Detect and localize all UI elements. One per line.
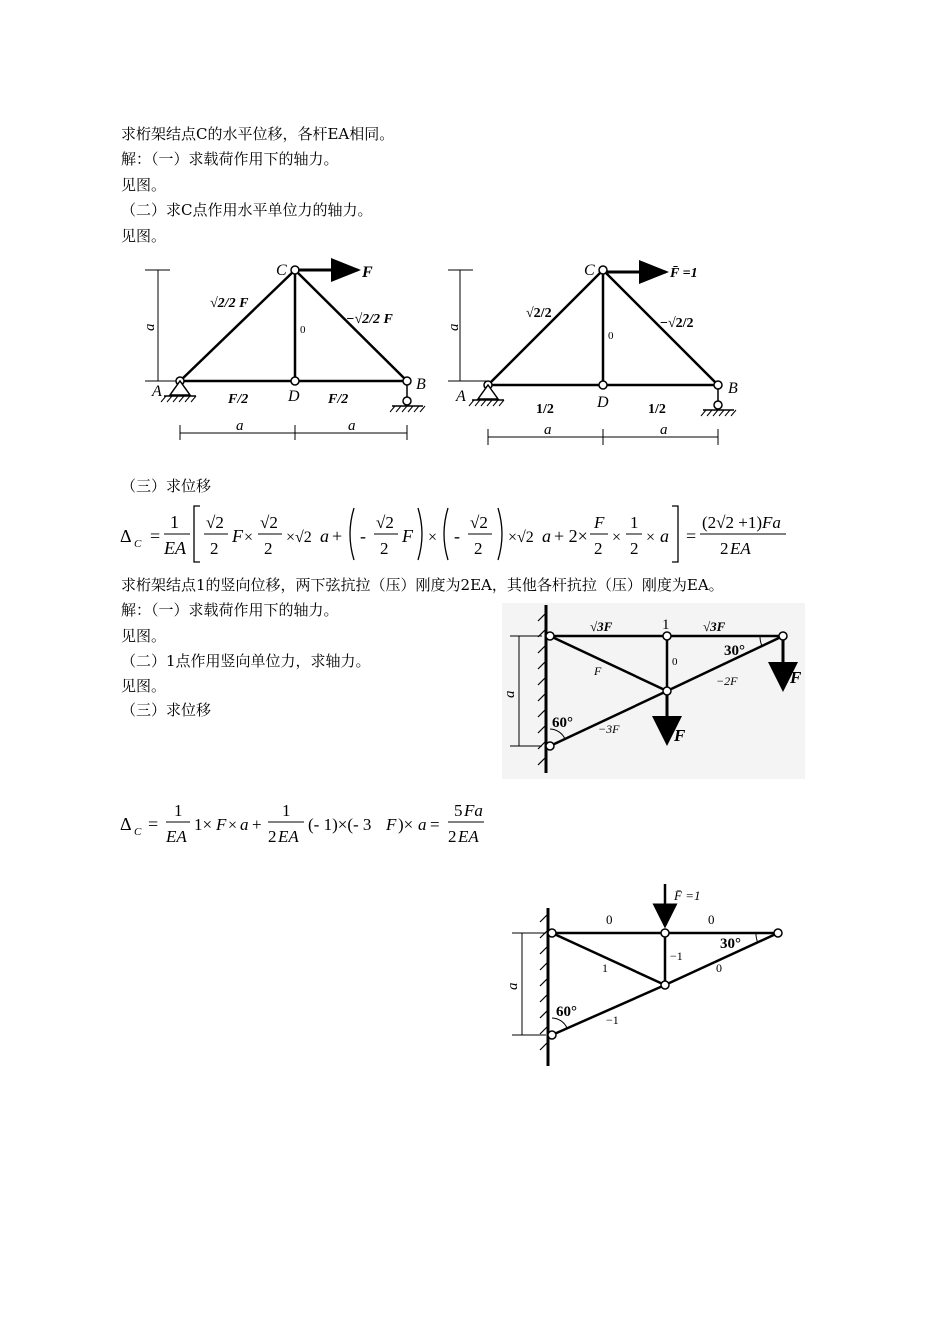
svg-text:a: a [418,815,427,834]
node-C-label: C [276,262,287,279]
svg-text:a: a [660,526,669,546]
angle-30-label: 30° [720,936,741,952]
problem1-see2: 见图。 [121,227,167,245]
diag-F-force: F [594,664,602,678]
diag-0-force: 0 [716,961,722,975]
node-D-label: D [288,388,300,405]
svg-text:EA: EA [730,539,751,558]
displacement-equation-2 [118,796,498,856]
svg-text:2: 2 [630,539,639,558]
svg-text:=: = [148,814,159,834]
svg-text:×: × [612,529,622,546]
load-right-label: F [790,668,802,687]
svg-text:5: 5 [454,801,463,820]
top-left-force: 0 [606,912,613,927]
svg-text:=: = [150,526,161,546]
problem2-title: 求桁架结点1的竖向位移，两下弦抗拉（压）刚度为2EA，其他各杆抗拉（压）刚度为EA。 [121,576,724,594]
node-1-label: 1 [662,617,670,633]
svg-text:=: = [430,815,440,834]
svg-text:1: 1 [630,513,639,532]
svg-text:=: = [686,526,697,546]
svg-text:2: 2 [594,539,603,558]
problem2-see1: 见图。 [121,627,167,645]
svg-text:EA: EA [458,827,479,846]
dim-a-right: a [660,422,668,438]
svg-text:a: a [320,526,329,546]
svg-text:C: C [134,538,142,550]
svg-text:+ 2×: + 2× [554,526,588,546]
svg-text:Fa: Fa [464,801,483,820]
member-DB-force: 1/2 [648,402,666,417]
svg-text:×√2: ×√2 [508,529,534,546]
cantilever-truss-unit-load [502,880,792,1070]
svg-text:F: F [594,513,605,532]
dim-a-left: a [544,422,552,438]
svg-text:1×: 1× [194,815,213,834]
eq1-delta: Δ [120,526,132,546]
problem1-see1: 见图。 [121,176,167,194]
member-CB-force: −√2/2 F [346,312,393,327]
problem2-see2: 见图。 [121,677,167,695]
load-mid-label: F [674,726,686,745]
svg-text:a: a [240,815,249,834]
svg-text:+: + [252,815,262,834]
top-left-force: √3F [590,619,613,634]
node-A-label: A [456,388,466,405]
svg-text:-: - [454,526,460,546]
svg-text:×: × [244,529,254,546]
load-label: F [362,264,373,281]
member-AC-force: √2/2 [526,306,552,321]
dim-a-left: a [236,418,244,434]
svg-text:EA: EA [278,827,299,846]
svg-text:)×: )× [398,815,414,834]
svg-text:C: C [134,826,142,838]
node-B-label: B [416,376,426,393]
svg-text:F: F [402,526,413,546]
top-right-force: √3F [703,619,726,634]
svg-text:2: 2 [720,539,729,558]
svg-text:EA: EA [166,827,187,846]
member-CB-force: −√2/2 [660,316,694,331]
svg-text:1: 1 [170,512,179,532]
member-CD-force: 0 [608,330,614,342]
svg-text:F: F [232,526,243,546]
node-A-label: A [152,383,162,400]
truss-figure-unit-load [448,255,748,455]
angle-30-label: 30° [724,643,745,659]
svg-text:Δ: Δ [120,814,132,834]
node-D-label: D [597,394,609,411]
dim-a-right: a [348,418,356,434]
svg-text:√2: √2 [206,513,224,532]
svg-text:-: - [360,526,366,546]
node-B-label: B [728,380,738,397]
node-C-label: C [584,262,595,279]
svg-text:2: 2 [448,827,457,846]
problem2-step3: （三）求位移 [121,701,212,719]
svg-text:2: 2 [264,539,273,558]
dim-a: a [502,690,518,698]
dim-a-vertical: a [446,323,462,331]
svg-text:2: 2 [380,539,389,558]
diag-m2F-force: −2F [716,674,738,688]
svg-text:√2: √2 [376,513,394,532]
svg-text:F: F [216,815,227,834]
problem1-title: 求桁架结点C的水平位移，各杆EA相同。 [121,125,395,143]
truss-figure-load [140,255,440,455]
vertical-force: 0 [672,656,678,668]
svg-text:a: a [542,526,551,546]
svg-text:×√2: ×√2 [286,529,312,546]
problem2-step2: （二）1点作用竖向单位力，求轴力。 [121,652,371,670]
diag-1-force: 1 [602,961,608,975]
svg-text:2: 2 [210,539,219,558]
svg-text:(- 1)×(- 3: (- 1)×(- 3 [308,815,372,834]
member-CD-force: 0 [300,324,306,336]
svg-text:×: × [228,817,238,834]
problem1-step2: （二）求C点作用水平单位力的轴力。 [121,201,373,219]
svg-text:(2√2 +1): (2√2 +1) [702,513,762,532]
unit-load-label: F̄ =1 [670,266,698,281]
svg-text:2: 2 [474,539,483,558]
svg-text:EA: EA [164,538,186,558]
svg-text:+: + [332,526,343,546]
dim-a: a [505,982,521,990]
svg-text:×: × [428,529,438,546]
svg-text:F: F [386,815,397,834]
angle-60-label: 60° [556,1004,577,1020]
top-right-force: 0 [708,912,715,927]
displacement-equation-1 [118,500,798,570]
svg-text:2: 2 [268,827,277,846]
svg-text:Fa: Fa [762,513,781,532]
member-AD-force: F/2 [228,392,249,407]
svg-text:×: × [646,529,656,546]
svg-text:1: 1 [174,801,183,820]
bottom-force: −1 [606,1013,619,1027]
member-DB-force: F/2 [328,392,349,407]
cantilever-truss-load [502,603,805,779]
vertical-force: −1 [670,949,683,963]
svg-text:√2: √2 [260,513,278,532]
problem2-step1: 解：（一）求载荷作用下的轴力。 [121,601,339,619]
problem1-step1: 解：（一）求载荷作用下的轴力。 [121,150,339,168]
svg-text:1: 1 [282,801,291,820]
svg-text:√2: √2 [470,513,488,532]
unit-load-label: F̄ =1 [674,888,701,903]
dim-a-vertical: a [142,323,158,331]
member-AC-force: √2/2 F [210,296,249,311]
problem1-step3: （三）求位移 [121,477,212,495]
member-AD-force: 1/2 [536,402,554,417]
angle-60-label: 60° [552,715,573,731]
diag-m3F-force: −3F [598,722,620,736]
